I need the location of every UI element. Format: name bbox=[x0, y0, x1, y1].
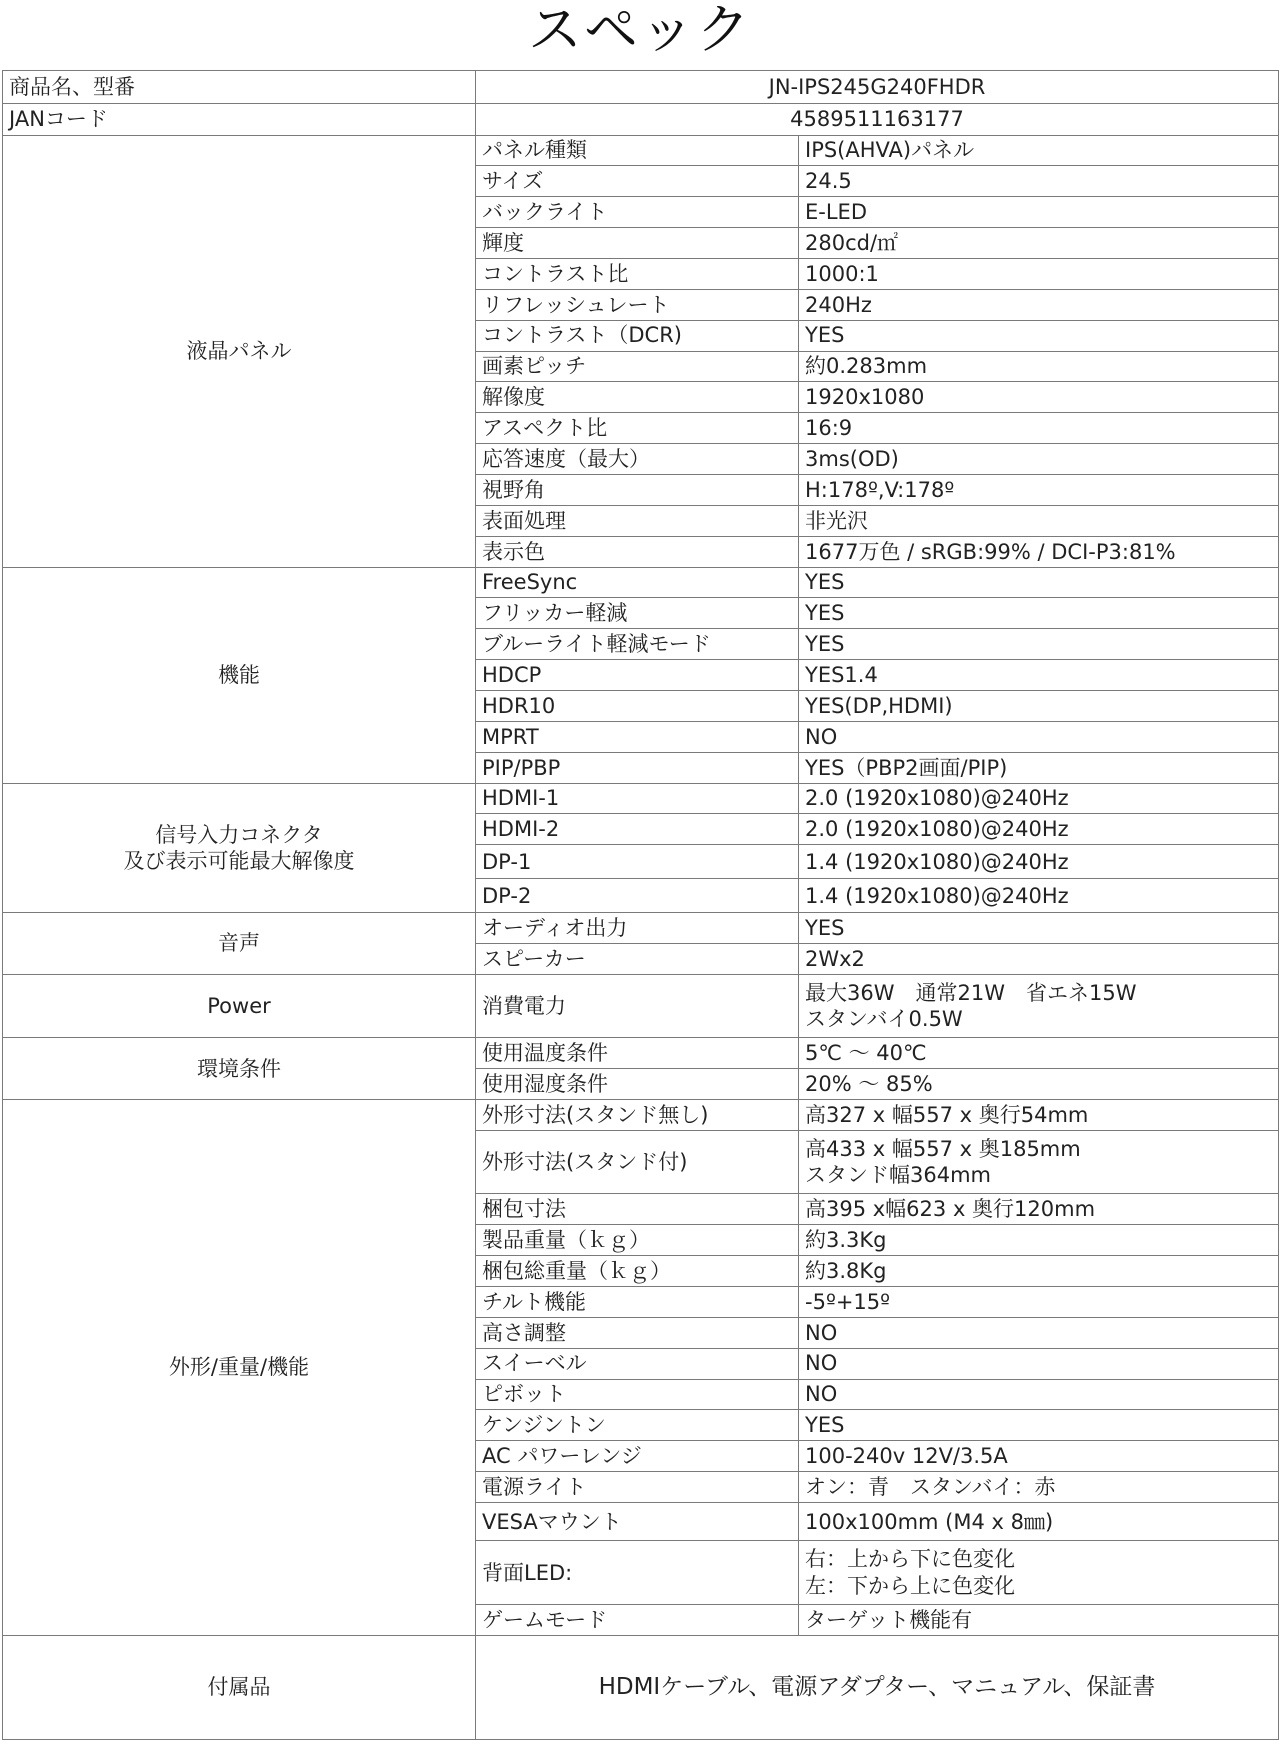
category-cell bbox=[3, 783, 476, 913]
spec-label bbox=[476, 598, 799, 629]
spec-value-text: 1677万色 / sRGB:99% / DCI-P3:81% bbox=[805, 539, 1176, 564]
spec-value-text: 100-240v 12V/3.5A bbox=[805, 1444, 1008, 1469]
spec-value-text: 2Wx2 bbox=[805, 946, 865, 971]
table-row bbox=[3, 974, 1279, 1037]
spec-label-text: 背面LED: bbox=[482, 1560, 573, 1585]
spec-value-text: 高327 x 幅557 x 奥行54mm bbox=[805, 1102, 1089, 1127]
category-label: 機能 bbox=[218, 662, 260, 687]
spec-label bbox=[476, 1069, 799, 1100]
accessories-value bbox=[476, 1635, 1279, 1739]
spec-label bbox=[476, 289, 799, 320]
spec-value-text: 右：上から下に色変化 bbox=[805, 1547, 1015, 1572]
category-label: 信号入力コネクタ bbox=[155, 822, 323, 847]
spec-label-text: フリッカー軽減 bbox=[482, 601, 628, 626]
spec-label-text: アスペクト比 bbox=[482, 416, 608, 441]
spec-label bbox=[476, 444, 799, 475]
spec-label-text: HDMI-1 bbox=[482, 786, 560, 811]
spec-label-text: 視野角 bbox=[482, 477, 545, 502]
spec-value-text: IPS(AHVA)パネル bbox=[805, 138, 975, 163]
spec-label-text: 使用湿度条件 bbox=[482, 1072, 608, 1097]
spec-label bbox=[476, 1410, 799, 1441]
row-value bbox=[476, 103, 1279, 135]
spec-value-text: 3ms(OD) bbox=[805, 446, 899, 471]
spec-value bbox=[799, 1286, 1279, 1317]
spec-value-text: 16:9 bbox=[805, 416, 853, 441]
spec-label bbox=[476, 1317, 799, 1348]
spec-value-text: ターゲット機能有 bbox=[805, 1607, 973, 1632]
spec-label bbox=[476, 1472, 799, 1503]
spec-value-text: YES bbox=[805, 916, 845, 941]
spec-label-text: オーディオ出力 bbox=[482, 916, 628, 941]
spec-label bbox=[476, 1502, 799, 1541]
table-row bbox=[3, 1100, 1279, 1131]
row-label bbox=[3, 103, 476, 135]
spec-label-text: コントラスト比 bbox=[482, 261, 629, 286]
spec-value-text: 1.4 (1920x1080)@240Hz bbox=[805, 849, 1069, 874]
spec-label bbox=[476, 228, 799, 259]
spec-label-text: スピーカー bbox=[482, 946, 586, 971]
category-cell bbox=[3, 974, 476, 1037]
spec-label-text: 梱包寸法 bbox=[482, 1197, 566, 1222]
spec-table-body bbox=[3, 71, 1279, 1740]
spec-value-text: スタンド幅364mm bbox=[805, 1163, 991, 1188]
spec-value bbox=[799, 320, 1279, 351]
spec-value bbox=[799, 474, 1279, 505]
spec-label bbox=[476, 382, 799, 413]
spec-label bbox=[476, 944, 799, 975]
spec-label-text: ゲームモード bbox=[482, 1607, 608, 1632]
spec-label bbox=[476, 1100, 799, 1131]
spec-value bbox=[799, 1604, 1279, 1635]
spec-label bbox=[476, 660, 799, 691]
spec-label-text: 外形寸法(スタンド無し) bbox=[482, 1102, 709, 1127]
spec-table bbox=[2, 70, 1279, 1740]
spec-value bbox=[799, 351, 1279, 382]
table-row bbox=[3, 567, 1279, 598]
spec-value bbox=[799, 1100, 1279, 1131]
spec-label bbox=[476, 258, 799, 289]
spec-value-text: 最大36W 通常21W 省エネ15W bbox=[805, 980, 1137, 1005]
spec-label-text: VESAマウント bbox=[482, 1509, 622, 1534]
spec-label bbox=[476, 1541, 799, 1604]
spec-value-text: 約3.3Kg bbox=[805, 1228, 887, 1252]
spec-label-text: MPRT bbox=[482, 724, 539, 749]
category-cell bbox=[3, 1635, 476, 1739]
spec-label-text: コントラスト（DCR) bbox=[482, 323, 682, 348]
table-row bbox=[3, 1038, 1279, 1069]
spec-value bbox=[799, 944, 1279, 975]
spec-label-text: 製品重量（ｋｇ） bbox=[482, 1228, 650, 1252]
spec-label-text: 応答速度（最大） bbox=[482, 446, 650, 471]
category-cell bbox=[3, 135, 476, 567]
spec-label-text: ピボット bbox=[482, 1382, 566, 1407]
spec-label-text: サイズ bbox=[482, 169, 544, 194]
spec-value-text: NO bbox=[805, 724, 838, 749]
spec-value-text: 240Hz bbox=[805, 292, 872, 317]
spec-label-text: DP-2 bbox=[482, 883, 532, 908]
spec-value bbox=[799, 1256, 1279, 1287]
table-row bbox=[3, 913, 1279, 944]
spec-label-text: 輝度 bbox=[482, 230, 524, 255]
spec-value-text: YES bbox=[805, 570, 845, 595]
spec-value bbox=[799, 1472, 1279, 1503]
spec-label-text: 外形寸法(スタンド付) bbox=[482, 1150, 688, 1175]
spec-label bbox=[476, 320, 799, 351]
category-cell bbox=[3, 1100, 476, 1636]
spec-value-text: 24.5 bbox=[805, 169, 852, 194]
spec-label bbox=[476, 1379, 799, 1410]
spec-value-text: 高395 x幅623 x 奥行120mm bbox=[805, 1197, 1096, 1222]
spec-label-text: FreeSync bbox=[482, 570, 578, 595]
spec-label bbox=[476, 974, 799, 1037]
spec-value-text: -5º+15º bbox=[805, 1289, 891, 1314]
spec-value-text: YES bbox=[805, 323, 845, 348]
spec-label bbox=[476, 1286, 799, 1317]
spec-label bbox=[476, 752, 799, 783]
spec-label bbox=[476, 845, 799, 879]
category-label: 環境条件 bbox=[197, 1056, 281, 1081]
spec-label bbox=[476, 814, 799, 845]
spec-value bbox=[799, 1502, 1279, 1541]
spec-label bbox=[476, 351, 799, 382]
spec-value-text: NO bbox=[805, 1351, 838, 1376]
spec-value-text: 2.0 (1920x1080)@240Hz bbox=[805, 786, 1069, 811]
spec-label bbox=[476, 135, 799, 166]
spec-value bbox=[799, 814, 1279, 845]
spec-value bbox=[799, 691, 1279, 722]
row-label bbox=[3, 71, 476, 104]
spec-value bbox=[799, 1348, 1279, 1379]
spec-value-text: 100x100mm (M4 x 8㎜) bbox=[805, 1509, 1054, 1534]
spec-value bbox=[799, 444, 1279, 475]
spec-value-text: YES（PBP2画面/PIP) bbox=[805, 755, 1008, 780]
spec-value bbox=[799, 1410, 1279, 1441]
spec-label-text: 電源ライト bbox=[482, 1474, 587, 1499]
row-value-text: JN-IPS245G240FHDR bbox=[768, 74, 986, 99]
spec-value-text: 非光沢 bbox=[805, 508, 868, 533]
spec-value bbox=[799, 974, 1279, 1037]
spec-label bbox=[476, 413, 799, 444]
spec-value bbox=[799, 879, 1279, 913]
spec-label bbox=[476, 1130, 799, 1193]
spec-label-text: 消費電力 bbox=[482, 994, 566, 1019]
row-label-text: 商品名、型番 bbox=[9, 74, 135, 99]
spec-label bbox=[476, 879, 799, 913]
row-value bbox=[476, 71, 1279, 104]
spec-value bbox=[799, 1069, 1279, 1100]
spec-label bbox=[476, 629, 799, 660]
spec-value-text: 高433 x 幅557 x 奥185mm bbox=[805, 1136, 1081, 1161]
row-value-text: 4589511163177 bbox=[790, 107, 964, 132]
spec-value bbox=[799, 752, 1279, 783]
spec-value bbox=[799, 629, 1279, 660]
spec-value bbox=[799, 913, 1279, 944]
spec-value bbox=[799, 1541, 1279, 1604]
category-label: 及び表示可能最大解像度 bbox=[123, 848, 355, 873]
spec-value-text: NO bbox=[805, 1320, 838, 1345]
spec-label bbox=[476, 1441, 799, 1472]
accessories-value-text: HDMIケーブル、電源アダプター、マニュアル、保証書 bbox=[598, 1673, 1156, 1700]
spec-value-text: 約3.8Kg bbox=[805, 1258, 887, 1283]
spec-value-text: YES(DP,HDMI) bbox=[805, 693, 953, 718]
spec-value bbox=[799, 413, 1279, 444]
spec-value bbox=[799, 845, 1279, 879]
spec-label-text: 梱包総重量（ｋｇ） bbox=[482, 1258, 671, 1283]
spec-label bbox=[476, 1348, 799, 1379]
spec-label bbox=[476, 197, 799, 228]
row-label-text: JANコード bbox=[9, 107, 108, 132]
table-row bbox=[3, 1635, 1279, 1739]
spec-label bbox=[476, 1194, 799, 1225]
spec-value-text: YES1.4 bbox=[805, 662, 878, 687]
category-label: 液晶パネル bbox=[186, 338, 292, 363]
spec-label-text: 画素ピッチ bbox=[482, 354, 587, 379]
spec-label bbox=[476, 166, 799, 197]
spec-value-text: 20% ～ 85% bbox=[805, 1072, 933, 1097]
spec-label-text: HDCP bbox=[482, 662, 542, 687]
spec-value bbox=[799, 258, 1279, 289]
spec-label-text: 使用温度条件 bbox=[482, 1041, 608, 1066]
spec-value bbox=[799, 228, 1279, 259]
spec-label bbox=[476, 1038, 799, 1069]
spec-value bbox=[799, 1317, 1279, 1348]
spec-label-text: PIP/PBP bbox=[482, 755, 561, 780]
spec-label bbox=[476, 1225, 799, 1256]
table-row bbox=[3, 103, 1279, 135]
spec-label-text: HDMI-2 bbox=[482, 817, 560, 842]
spec-value-text: 2.0 (1920x1080)@240Hz bbox=[805, 817, 1069, 842]
spec-value-text: 1920x1080 bbox=[805, 385, 925, 410]
spec-label-text: チルト機能 bbox=[482, 1289, 586, 1314]
spec-value bbox=[799, 1441, 1279, 1472]
spec-label-text: バックライト bbox=[482, 200, 608, 225]
spec-label bbox=[476, 505, 799, 536]
spec-value-text: 1000:1 bbox=[805, 261, 879, 286]
spec-label-text: 解像度 bbox=[482, 385, 545, 410]
spec-label bbox=[476, 474, 799, 505]
spec-label bbox=[476, 1256, 799, 1287]
spec-value-text: 1.4 (1920x1080)@240Hz bbox=[805, 883, 1069, 908]
spec-value bbox=[799, 783, 1279, 814]
spec-value bbox=[799, 1130, 1279, 1193]
spec-value bbox=[799, 505, 1279, 536]
spec-label-text: 表示色 bbox=[482, 539, 545, 564]
spec-value-text: オン：青 スタンバイ：赤 bbox=[805, 1474, 1056, 1499]
spec-value bbox=[799, 1038, 1279, 1069]
spec-value-text: 5℃ ～ 40℃ bbox=[805, 1041, 927, 1066]
spec-value bbox=[799, 536, 1279, 567]
spec-value bbox=[799, 1379, 1279, 1410]
spec-value bbox=[799, 1194, 1279, 1225]
spec-label bbox=[476, 536, 799, 567]
spec-value bbox=[799, 1225, 1279, 1256]
spec-value bbox=[799, 289, 1279, 320]
spec-value bbox=[799, 660, 1279, 691]
spec-label bbox=[476, 567, 799, 598]
spec-label-text: HDR10 bbox=[482, 693, 556, 718]
table-row bbox=[3, 783, 1279, 814]
spec-label-text: スイーベル bbox=[482, 1351, 587, 1376]
category-cell bbox=[3, 913, 476, 975]
spec-label-text: AC パワーレンジ bbox=[482, 1444, 642, 1469]
spec-value-text: NO bbox=[805, 1382, 838, 1407]
spec-label-text: 表面処理 bbox=[482, 508, 566, 533]
spec-label-text: リフレッシュレート bbox=[482, 292, 670, 317]
spec-value-text: H:178º,V:178º bbox=[805, 477, 955, 502]
spec-value-text: E-LED bbox=[805, 200, 867, 225]
table-row bbox=[3, 71, 1279, 104]
spec-label bbox=[476, 913, 799, 944]
category-cell bbox=[3, 567, 476, 783]
spec-value bbox=[799, 721, 1279, 752]
spec-label-text: 高さ調整 bbox=[482, 1320, 566, 1345]
spec-value bbox=[799, 382, 1279, 413]
spec-value bbox=[799, 166, 1279, 197]
spec-label-text: DP-1 bbox=[482, 849, 532, 874]
spec-value-text: スタンバイ0.5W bbox=[805, 1007, 963, 1032]
spec-value bbox=[799, 197, 1279, 228]
spec-value-text: YES bbox=[805, 632, 845, 657]
spec-value-text: 約0.283mm bbox=[805, 354, 928, 379]
spec-value-text: YES bbox=[805, 1413, 845, 1438]
spec-label bbox=[476, 783, 799, 814]
page-title: スペック bbox=[528, 0, 752, 61]
spec-value-text: YES bbox=[805, 601, 845, 626]
spec-value-text: 280cd/㎡ bbox=[805, 230, 899, 255]
spec-value bbox=[799, 598, 1279, 629]
spec-value-text: 左：下から上に色変化 bbox=[805, 1573, 1015, 1598]
accessories-label: 付属品 bbox=[207, 1675, 271, 1700]
spec-label-text: パネル種類 bbox=[482, 138, 587, 163]
category-label: 音声 bbox=[218, 931, 260, 956]
spec-label-text: ケンジントン bbox=[482, 1413, 606, 1438]
category-label: Power bbox=[207, 994, 271, 1019]
spec-value bbox=[799, 135, 1279, 166]
spec-label-text: ブルーライト軽減モード bbox=[482, 632, 711, 657]
spec-label bbox=[476, 721, 799, 752]
spec-value bbox=[799, 567, 1279, 598]
category-label: 外形/重量/機能 bbox=[168, 1355, 310, 1380]
spec-label bbox=[476, 1604, 799, 1635]
category-cell bbox=[3, 1038, 476, 1100]
spec-label bbox=[476, 691, 799, 722]
table-row bbox=[3, 135, 1279, 166]
